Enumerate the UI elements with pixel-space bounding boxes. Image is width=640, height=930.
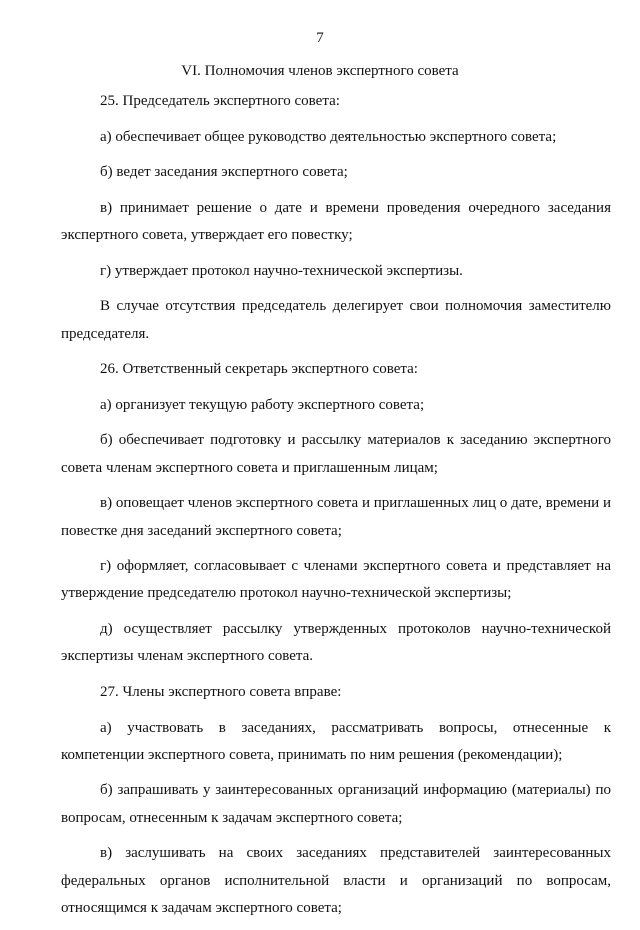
paragraph-27-b: б) запрашивать у заинтересованных организаций информацию (материалы) по вопросам, отнесенным к задачам экспертного совета;: [61, 782, 611, 826]
paragraph-27-v: в) заслушивать на своих заседаниях представителей заинтересованных федеральных органов исполнительной власти и организаций по вопросам, относящимся к задачам экспертного совета;: [61, 845, 611, 916]
paragraph-26-g: г) оформляет, согласовывает с членами экспертного совета и представляет на утверждение председателю протокол научно-технической экспертизы;: [61, 558, 611, 602]
paragraph-delegation: В случае отсутствия председатель делегирует свои полномочия заместителю председателя.: [61, 298, 611, 342]
paragraph-26-a: а) организует текущую работу экспертного совета;: [100, 396, 425, 413]
page-number: 7: [316, 30, 324, 46]
paragraph-27-a: а) участвовать в заседаниях, рассматривать вопросы, отнесенные к компетенции экспертного совета, принимать по ним решения (рекомендации);: [61, 719, 611, 763]
paragraph-25-heading: 25. Председатель экспертного совета:: [100, 93, 340, 109]
paragraph-27-heading: 27. Члены экспертного совета вправе:: [100, 683, 342, 700]
paragraph-25-b: б) ведет заседания экспертного совета;: [100, 164, 348, 181]
paragraph-26-v: в) оповещает членов экспертного совета и приглашенных лиц о дате, времени и повестке дня заседаний экспертного совета;: [61, 495, 611, 539]
paragraph-26-d: д) осуществляет рассылку утвержденных протоколов научно-технической экспертизы членам экспертного совета.: [61, 621, 611, 665]
paragraph-26-b: б) обеспечивает подготовку и рассылку материалов к заседанию экспертного совета членам экспертного совета и приглашенным лицам;: [61, 432, 611, 476]
section-title: VI. Полномочия членов экспертного совета: [181, 63, 459, 79]
paragraph-26-heading: 26. Ответственный секретарь экспертного совета:: [100, 361, 418, 378]
paragraph-25-a: а) обеспечивает общее руководство деятельностью экспертного совета;: [100, 128, 557, 145]
body-text: [61, 88, 611, 930]
paragraph-25-v: в) принимает решение о дате и времени проведения очередного заседания экспертного совета, утверждает его повестку;: [61, 199, 611, 244]
paragraph-25-g: г) утверждает протокол научно-технической экспертизы.: [100, 262, 463, 279]
